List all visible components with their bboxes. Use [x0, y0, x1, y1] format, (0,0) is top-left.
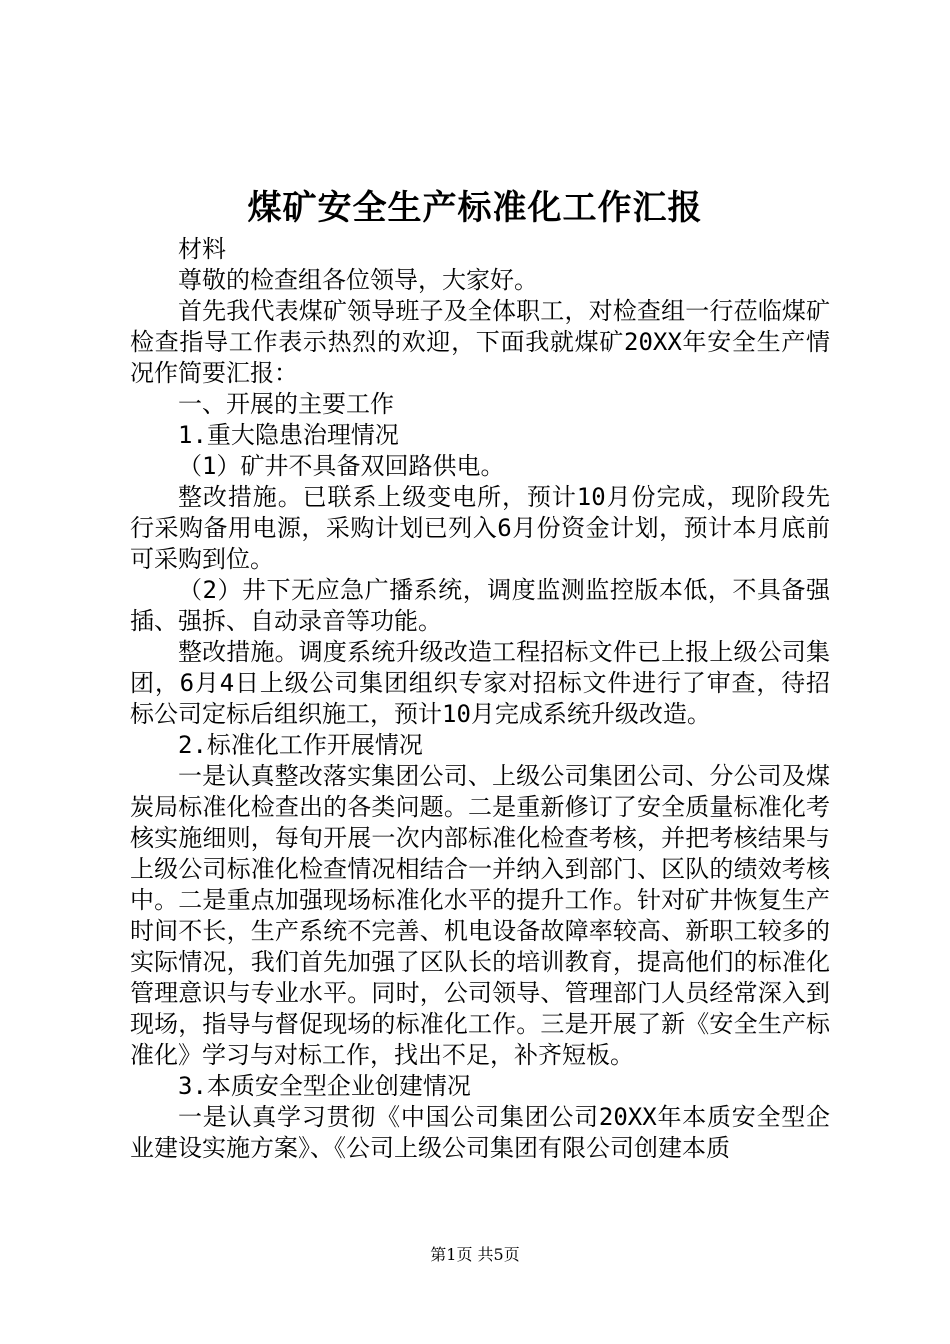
document-body: [130, 234, 830, 1164]
paragraph: 首先我代表煤矿领导班子及全体职工，对检查组一行莅临煤矿检查指导工作表示热烈的欢迎，下面我就煤矿20XX年安全生产情况作简要汇报：: [130, 297, 830, 387]
document-title: 煤矿安全生产标准化工作汇报: [247, 188, 703, 228]
paragraph: （1）矿井不具备双回路供电。: [178, 452, 505, 480]
subsection-heading: 2.标准化工作开展情况: [178, 731, 423, 759]
paragraph: 尊敬的检查组各位领导，大家好。: [178, 266, 538, 294]
paragraph: 整改措施。已联系上级变电所，预计10月份完成，现阶段先行采购备用电源，采购计划已列入6月份资金计划，预计本月底前可采购到位。: [130, 483, 830, 573]
paragraph: 一是认真整改落实集团公司、上级公司集团公司、分公司及煤炭局标准化检查出的各类问题。二是重新修订了安全质量标准化考核实施细则，每旬开展一次内部标准化检查考核，并把考核结果与上级公司标准化检查情况相结合一并纳入到部门、区队的绩效考核中。二是重点加强现场标准化水平的提升工作。针对矿井恢复生产时间不长，生产系统不完善、机电设备故障率较高、新职工较多的实际情况，我们首先加强了区队长的培训教育，提高他们的标准化管理意识与专业水平。同时，公司领导、管理部门人员经常深入到现场，指导与督促现场的标准化工作。三是开展了新《安全生产标准化》学习与对标工作，找出不足，补齐短板。: [130, 762, 830, 1069]
paragraph: 整改措施。调度系统升级改造工程招标文件已上报上级公司集团，6月4日上级公司集团组织专家对招标文件进行了审查，待招标公司定标后组织施工，预计10月完成系统升级改造。: [130, 638, 830, 728]
subsection-heading: 3.本质安全型企业创建情况: [178, 1072, 471, 1100]
page-number-footer: 第1页 共5页: [430, 1245, 520, 1264]
paragraph: （2）井下无应急广播系统，调度监测监控版本低，不具备强插、强拆、自动录音等功能。: [130, 576, 830, 635]
paragraph: 一是认真学习贯彻《中国公司集团公司20XX年本质安全型企业建设实施方案》、《公司上级公司集团有限公司创建本质: [130, 1103, 830, 1162]
subsection-heading: 1.重大隐患治理情况: [178, 421, 399, 449]
paragraph: 材料: [178, 235, 226, 263]
section-heading: 一、开展的主要工作: [178, 390, 394, 418]
